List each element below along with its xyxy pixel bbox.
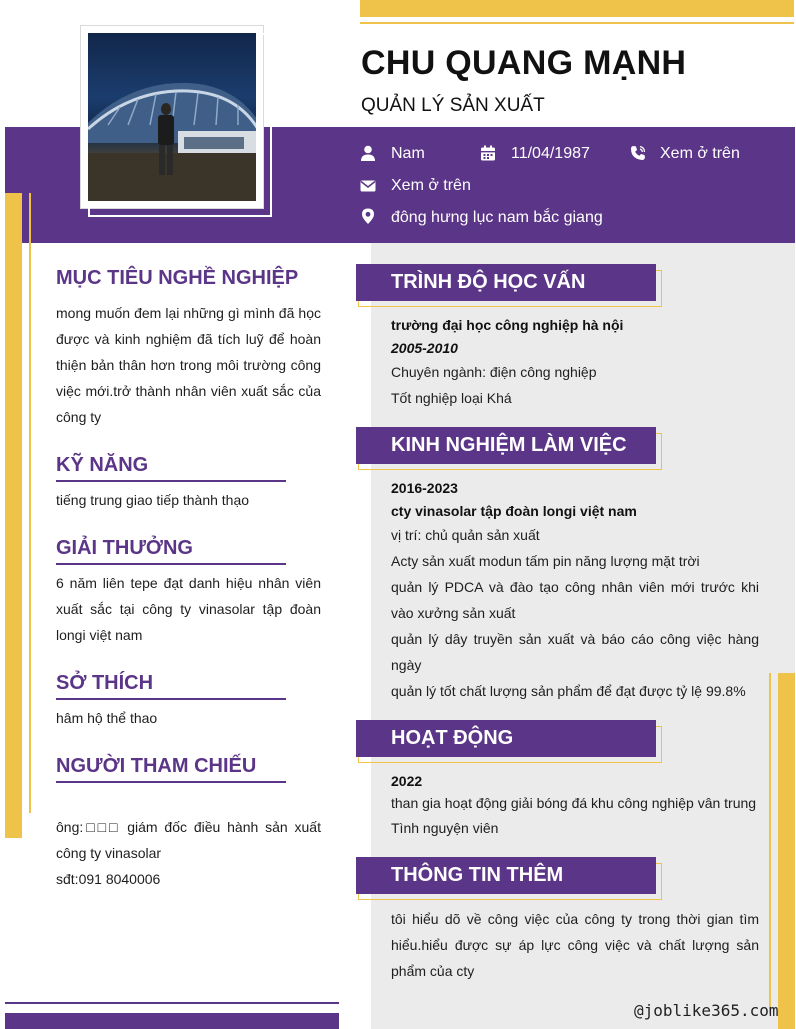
- profile-photo-illustration: [88, 33, 256, 201]
- contact-address: đông hưng lục nam bắc giang: [391, 209, 603, 226]
- skills-underline: [56, 480, 286, 482]
- experience-item: quản lý PDCA và đào tạo công nhân viên mới trước khi vào xưởng sản xuất: [391, 579, 759, 621]
- awards-title: GIẢI THƯỞNG: [56, 537, 193, 559]
- education-period: 2005-2010: [391, 340, 458, 356]
- references-phone: sđt:091 8040006: [56, 871, 161, 887]
- hobbies-underline: [56, 698, 286, 700]
- references-underline: [56, 781, 286, 783]
- bottom-accent-line: [5, 1002, 339, 1004]
- contact-phone: Xem ở trên: [660, 145, 740, 162]
- skills-text: tiếng trung giao tiếp thành thạo: [56, 492, 250, 508]
- right-accent-line: [769, 673, 771, 1013]
- objective-title: MỤC TIÊU NGHỀ NGHIỆP: [56, 267, 299, 289]
- skills-title: KỸ NĂNG: [56, 454, 149, 476]
- candidate-role: QUẢN LÝ SẢN XUẤT: [361, 95, 545, 116]
- calendar-icon: [480, 145, 496, 161]
- hobbies-text: hâm hộ thể thao: [56, 710, 158, 726]
- contact-birthdate: 11/04/1987: [511, 145, 590, 162]
- phone-icon: [630, 145, 646, 161]
- awards-underline: [56, 563, 286, 565]
- experience-period: 2016-2023: [391, 480, 458, 496]
- top-accent-line: [360, 22, 794, 24]
- email-icon: [360, 178, 376, 194]
- activities-title: HOẠT ĐỘNG: [356, 720, 656, 757]
- top-accent-bar: [360, 0, 794, 17]
- footer-watermark: @joblike365.com: [634, 1001, 779, 1020]
- user-icon: [360, 145, 376, 161]
- candidate-name: CHU QUANG MẠNH: [361, 44, 687, 82]
- education-title: TRÌNH ĐỘ HỌC VẤN: [356, 264, 656, 301]
- references-person: ông:□□□ giám đốc điều hành sản xuất công ty vinasolar: [56, 819, 321, 861]
- education-major: Chuyên ngành: điện công nghiệp: [391, 364, 597, 380]
- profile-photo: [88, 33, 256, 201]
- location-icon: [360, 208, 376, 224]
- awards-text: 6 năm liên tepe đạt danh hiệu nhân viên xuất sắc tại công ty vinasolar tập đoàn longi việt nam: [56, 575, 321, 643]
- left-accent-bar: [5, 193, 22, 838]
- experience-item: quản lý dây truyền sản xuất và báo cáo công việc hàng ngày: [391, 631, 759, 673]
- bottom-accent-bar: [5, 1013, 339, 1029]
- activities-item: than gia hoạt động giải bóng đá khu công nghiệp vân trung: [391, 795, 757, 811]
- activities-item: Tình nguyện viên: [391, 820, 499, 836]
- experience-title: KINH NGHIỆM LÀM VIỆC: [356, 427, 656, 464]
- references-title: NGƯỜI THAM CHIẾU: [56, 755, 257, 777]
- extra-title: THÔNG TIN THÊM: [356, 857, 656, 894]
- experience-company: cty vinasolar tập đoàn longi việt nam: [391, 503, 637, 519]
- contact-gender: Nam: [391, 145, 425, 162]
- activities-year: 2022: [391, 773, 423, 789]
- left-accent-line: [29, 193, 31, 813]
- experience-item: Acty sản xuất modun tấm pin năng lượng mặt trời: [391, 553, 700, 569]
- objective-text: mong muốn đem lại những gì mình đã học được và kinh nghiệm đã tích luỹ để hoàn thiện bản thân hơn trong môi trường công việc mới.trở thành nhân viên xuất sắc của công ty: [56, 305, 321, 425]
- right-accent-bar: [778, 673, 795, 1029]
- experience-item: quản lý tốt chất lượng sản phẩm để đạt được tỷ lệ 99.8%: [391, 683, 746, 699]
- experience-item: vị trí: chủ quản sản xuất: [391, 527, 540, 543]
- education-grade: Tốt nghiệp loại Khá: [391, 390, 512, 406]
- extra-text: tôi hiểu dõ về công việc của công ty trong thời gian tìm hiểu.hiểu được sự áp lực công việc và chất lượng sản phẩm của cty: [391, 911, 759, 979]
- hobbies-title: SỞ THÍCH: [56, 672, 154, 694]
- contact-email: Xem ở trên: [391, 177, 471, 194]
- education-school: trường đại học công nghiệp hà nội: [391, 317, 624, 333]
